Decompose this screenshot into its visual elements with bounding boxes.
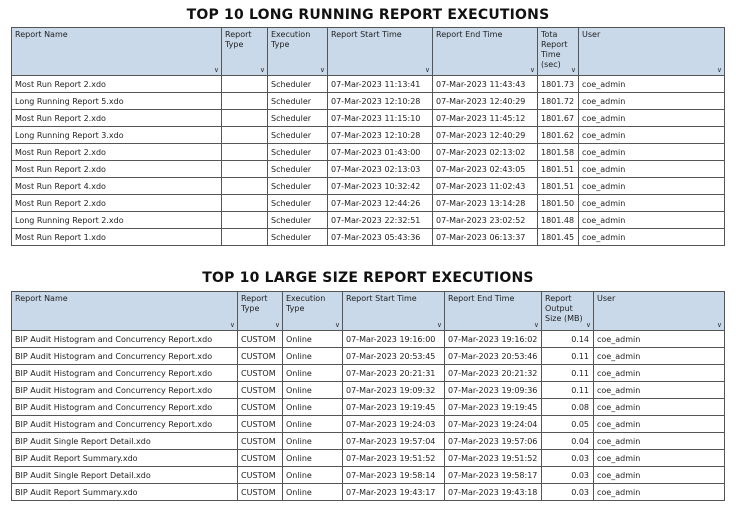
table-cell: coe_admin [594, 365, 725, 382]
table-cell: Scheduler [268, 212, 328, 229]
table-cell: 07-Mar-2023 01:43:00 [328, 144, 433, 161]
column-header-label: Report End Time [448, 294, 515, 303]
table-cell: BIP Audit Histogram and Concurrency Report.xdo [12, 365, 238, 382]
table-cell: Most Run Report 2.xdo [12, 76, 222, 93]
table-cell: coe_admin [579, 110, 725, 127]
table-cell: 1801.58 [538, 144, 579, 161]
table-cell: 07-Mar-2023 11:45:12 [433, 110, 538, 127]
column-header[interactable] [433, 28, 538, 76]
table-cell: Long Running Report 5.xdo [12, 93, 222, 110]
table-cell: BIP Audit Histogram and Concurrency Report.xdo [12, 348, 238, 365]
table-cell: coe_admin [594, 467, 725, 484]
chevron-down-icon[interactable]: ∨ [319, 66, 325, 74]
column-header-label: Report Output Size (MB) [545, 294, 583, 323]
table-cell [222, 229, 268, 246]
column-header[interactable] [328, 28, 433, 76]
table-cell [222, 212, 268, 229]
table-cell: coe_admin [594, 399, 725, 416]
table-row [12, 484, 725, 501]
table-row [12, 365, 725, 382]
table-cell: Scheduler [268, 93, 328, 110]
table-row [12, 399, 725, 416]
table-cell: 07-Mar-2023 19:51:52 [445, 450, 542, 467]
table-cell: 07-Mar-2023 22:32:51 [328, 212, 433, 229]
table-cell: Online [283, 348, 343, 365]
table-cell: 07-Mar-2023 19:58:14 [343, 467, 445, 484]
large-size-title: TOP 10 LARGE SIZE REPORT EXECUTIONS [202, 270, 534, 286]
table-cell: BIP Audit Histogram and Concurrency Report.xdo [12, 382, 238, 399]
column-header[interactable] [594, 292, 725, 331]
table-cell: 1801.62 [538, 127, 579, 144]
table-cell: coe_admin [594, 416, 725, 433]
table-cell: CUSTOM [238, 365, 283, 382]
table-cell: 1801.67 [538, 110, 579, 127]
column-header[interactable] [12, 292, 238, 331]
column-header-label: Report Name [15, 294, 68, 303]
table-cell: 0.11 [542, 382, 594, 399]
table-cell: 0.03 [542, 484, 594, 501]
table-row [12, 127, 725, 144]
table-cell: 0.11 [542, 365, 594, 382]
table-cell: Scheduler [268, 76, 328, 93]
table-cell: coe_admin [579, 93, 725, 110]
table-cell: coe_admin [594, 450, 725, 467]
table-cell: CUSTOM [238, 416, 283, 433]
column-header[interactable] [343, 292, 445, 331]
table-cell: 07-Mar-2023 20:53:45 [343, 348, 445, 365]
table-cell: Most Run Report 4.xdo [12, 178, 222, 195]
table-cell: 0.11 [542, 348, 594, 365]
table-row [12, 76, 725, 93]
column-header[interactable] [283, 292, 343, 331]
table-cell: Scheduler [268, 127, 328, 144]
table-cell: CUSTOM [238, 382, 283, 399]
chevron-down-icon[interactable]: ∨ [716, 321, 722, 329]
table-cell: 07-Mar-2023 19:43:17 [343, 484, 445, 501]
table-cell: Online [283, 399, 343, 416]
column-header[interactable] [538, 28, 579, 76]
table-cell: 07-Mar-2023 19:09:32 [343, 382, 445, 399]
column-header[interactable] [579, 28, 725, 76]
table-cell: 07-Mar-2023 19:57:06 [445, 433, 542, 450]
chevron-down-icon[interactable]: ∨ [424, 66, 430, 74]
table-cell: Most Run Report 2.xdo [12, 195, 222, 212]
table-cell: coe_admin [594, 382, 725, 399]
table-cell: 07-Mar-2023 12:10:28 [328, 127, 433, 144]
column-header[interactable] [222, 28, 268, 76]
table-cell: Online [283, 382, 343, 399]
table-cell: 07-Mar-2023 02:13:02 [433, 144, 538, 161]
table-row [12, 382, 725, 399]
table-cell: 0.14 [542, 331, 594, 348]
table-cell: 0.08 [542, 399, 594, 416]
table-cell: BIP Audit Histogram and Concurrency Report.xdo [12, 416, 238, 433]
table-cell: 07-Mar-2023 19:58:17 [445, 467, 542, 484]
table-cell: Online [283, 331, 343, 348]
column-header[interactable] [12, 28, 222, 76]
table-cell [222, 110, 268, 127]
table-cell: 07-Mar-2023 11:43:43 [433, 76, 538, 93]
column-header-label: Report Name [15, 30, 68, 39]
table-row [12, 348, 725, 365]
table-cell: 07-Mar-2023 02:43:05 [433, 161, 538, 178]
table-cell: 07-Mar-2023 20:21:31 [343, 365, 445, 382]
table-cell: Scheduler [268, 195, 328, 212]
table-cell: BIP Audit Single Report Detail.xdo [12, 433, 238, 450]
table-cell: Scheduler [268, 110, 328, 127]
chevron-down-icon[interactable]: ∨ [529, 66, 535, 74]
table-cell: 1801.73 [538, 76, 579, 93]
column-header-label: User [597, 294, 616, 303]
table-cell: coe_admin [594, 348, 725, 365]
table-cell: 07-Mar-2023 19:24:03 [343, 416, 445, 433]
table-row [12, 195, 725, 212]
table-cell [222, 93, 268, 110]
table-cell: coe_admin [594, 331, 725, 348]
table-cell: CUSTOM [238, 331, 283, 348]
table-cell [222, 195, 268, 212]
table-cell: 07-Mar-2023 06:13:37 [433, 229, 538, 246]
table-cell: CUSTOM [238, 450, 283, 467]
table-cell: 07-Mar-2023 19:51:52 [343, 450, 445, 467]
table-row [12, 416, 725, 433]
table-cell: 07-Mar-2023 02:13:03 [328, 161, 433, 178]
table-cell: CUSTOM [238, 433, 283, 450]
column-header-label: Report Type [241, 294, 268, 313]
table-cell: 07-Mar-2023 11:15:10 [328, 110, 433, 127]
chevron-down-icon[interactable]: ∨ [229, 321, 235, 329]
chevron-down-icon[interactable]: ∨ [436, 321, 442, 329]
table-cell: coe_admin [579, 144, 725, 161]
column-header-label: Report Type [225, 30, 252, 49]
table-cell: Scheduler [268, 229, 328, 246]
column-header-label: Execution Type [271, 30, 311, 49]
table-cell: 07-Mar-2023 19:19:45 [445, 399, 542, 416]
table-row [12, 161, 725, 178]
column-header-label: Execution Type [286, 294, 326, 313]
table-cell: 07-Mar-2023 20:21:32 [445, 365, 542, 382]
table-cell: Online [283, 467, 343, 484]
table-cell: coe_admin [579, 195, 725, 212]
table-cell: Online [283, 450, 343, 467]
table-row [12, 110, 725, 127]
table-cell: 07-Mar-2023 12:44:26 [328, 195, 433, 212]
table-cell: 1801.51 [538, 178, 579, 195]
table-cell: 07-Mar-2023 23:02:52 [433, 212, 538, 229]
table-cell [222, 76, 268, 93]
table-cell: Most Run Report 1.xdo [12, 229, 222, 246]
table-cell: 07-Mar-2023 11:13:41 [328, 76, 433, 93]
table-cell: 07-Mar-2023 12:40:29 [433, 93, 538, 110]
table-row [12, 212, 725, 229]
large-size-table [11, 291, 725, 501]
table-row [12, 467, 725, 484]
table-cell: coe_admin [579, 127, 725, 144]
table-cell: 07-Mar-2023 11:02:43 [433, 178, 538, 195]
column-header-label: Report Start Time [346, 294, 417, 303]
table-cell: CUSTOM [238, 348, 283, 365]
table-cell: 07-Mar-2023 05:43:36 [328, 229, 433, 246]
column-header[interactable] [542, 292, 594, 331]
table-cell: Scheduler [268, 144, 328, 161]
chevron-down-icon[interactable]: ∨ [259, 66, 265, 74]
table-cell: Scheduler [268, 178, 328, 195]
table-cell: coe_admin [594, 484, 725, 501]
column-header[interactable] [445, 292, 542, 331]
table-row [12, 93, 725, 110]
table-cell: 0.05 [542, 416, 594, 433]
table-cell: 07-Mar-2023 12:40:29 [433, 127, 538, 144]
column-header-label: Report End Time [436, 30, 503, 39]
table-row [12, 144, 725, 161]
table-cell: BIP Audit Histogram and Concurrency Report.xdo [12, 331, 238, 348]
table-row [12, 178, 725, 195]
table-cell: Most Run Report 2.xdo [12, 110, 222, 127]
table-row [12, 433, 725, 450]
table-cell: Online [283, 416, 343, 433]
table-cell: 07-Mar-2023 13:14:28 [433, 195, 538, 212]
table-cell: Online [283, 365, 343, 382]
chevron-down-icon[interactable]: ∨ [570, 66, 576, 74]
column-header-label: User [582, 30, 601, 39]
table-cell: 07-Mar-2023 19:19:45 [343, 399, 445, 416]
column-header[interactable] [238, 292, 283, 331]
long-running-table [11, 27, 725, 246]
table-row [12, 450, 725, 467]
table-cell: CUSTOM [238, 484, 283, 501]
column-header[interactable] [268, 28, 328, 76]
table-cell: Most Run Report 2.xdo [12, 144, 222, 161]
table-cell: 0.04 [542, 433, 594, 450]
table-cell: 1801.72 [538, 93, 579, 110]
table-cell [222, 144, 268, 161]
table-cell: BIP Audit Histogram and Concurrency Report.xdo [12, 399, 238, 416]
chevron-down-icon[interactable]: ∨ [274, 321, 280, 329]
table-cell: Scheduler [268, 161, 328, 178]
table-cell: 0.03 [542, 467, 594, 484]
table-cell: 07-Mar-2023 12:10:28 [328, 93, 433, 110]
table-cell: 07-Mar-2023 20:53:46 [445, 348, 542, 365]
table-cell: Long Running Report 2.xdo [12, 212, 222, 229]
table-cell: coe_admin [579, 161, 725, 178]
table-cell: 07-Mar-2023 19:43:18 [445, 484, 542, 501]
table-cell: 1801.51 [538, 161, 579, 178]
table-cell: 07-Mar-2023 19:09:36 [445, 382, 542, 399]
table-cell: 07-Mar-2023 10:32:42 [328, 178, 433, 195]
table-cell [222, 127, 268, 144]
chevron-down-icon[interactable]: ∨ [533, 321, 539, 329]
table-cell [222, 178, 268, 195]
table-cell: Long Running Report 3.xdo [12, 127, 222, 144]
table-cell: 07-Mar-2023 19:24:04 [445, 416, 542, 433]
table-cell: coe_admin [594, 433, 725, 450]
chevron-down-icon[interactable]: ∨ [334, 321, 340, 329]
table-cell: 07-Mar-2023 19:16:02 [445, 331, 542, 348]
table-cell: CUSTOM [238, 467, 283, 484]
table-cell: Online [283, 433, 343, 450]
table-cell: 0.03 [542, 450, 594, 467]
table-cell: 1801.45 [538, 229, 579, 246]
table-cell: coe_admin [579, 76, 725, 93]
table-cell: Most Run Report 2.xdo [12, 161, 222, 178]
table-cell: coe_admin [579, 212, 725, 229]
table-cell: BIP Audit Report Summary.xdo [12, 450, 238, 467]
table-cell: BIP Audit Single Report Detail.xdo [12, 467, 238, 484]
table-cell: Online [283, 484, 343, 501]
chevron-down-icon[interactable]: ∨ [213, 66, 219, 74]
table-row [12, 331, 725, 348]
long-running-title: TOP 10 LONG RUNNING REPORT EXECUTIONS [186, 7, 550, 23]
table-cell: CUSTOM [238, 399, 283, 416]
chevron-down-icon[interactable]: ∨ [585, 321, 591, 329]
table-row [12, 229, 725, 246]
table-cell: 07-Mar-2023 19:16:00 [343, 331, 445, 348]
table-cell: 07-Mar-2023 19:57:04 [343, 433, 445, 450]
column-header-label: Tota Report Time (sec) [541, 30, 568, 69]
table-cell: 1801.48 [538, 212, 579, 229]
column-header-label: Report Start Time [331, 30, 402, 39]
table-cell: 1801.50 [538, 195, 579, 212]
chevron-down-icon[interactable]: ∨ [716, 66, 722, 74]
table-cell: coe_admin [579, 178, 725, 195]
table-cell: BIP Audit Report Summary.xdo [12, 484, 238, 501]
table-cell [222, 161, 268, 178]
table-cell: coe_admin [579, 229, 725, 246]
